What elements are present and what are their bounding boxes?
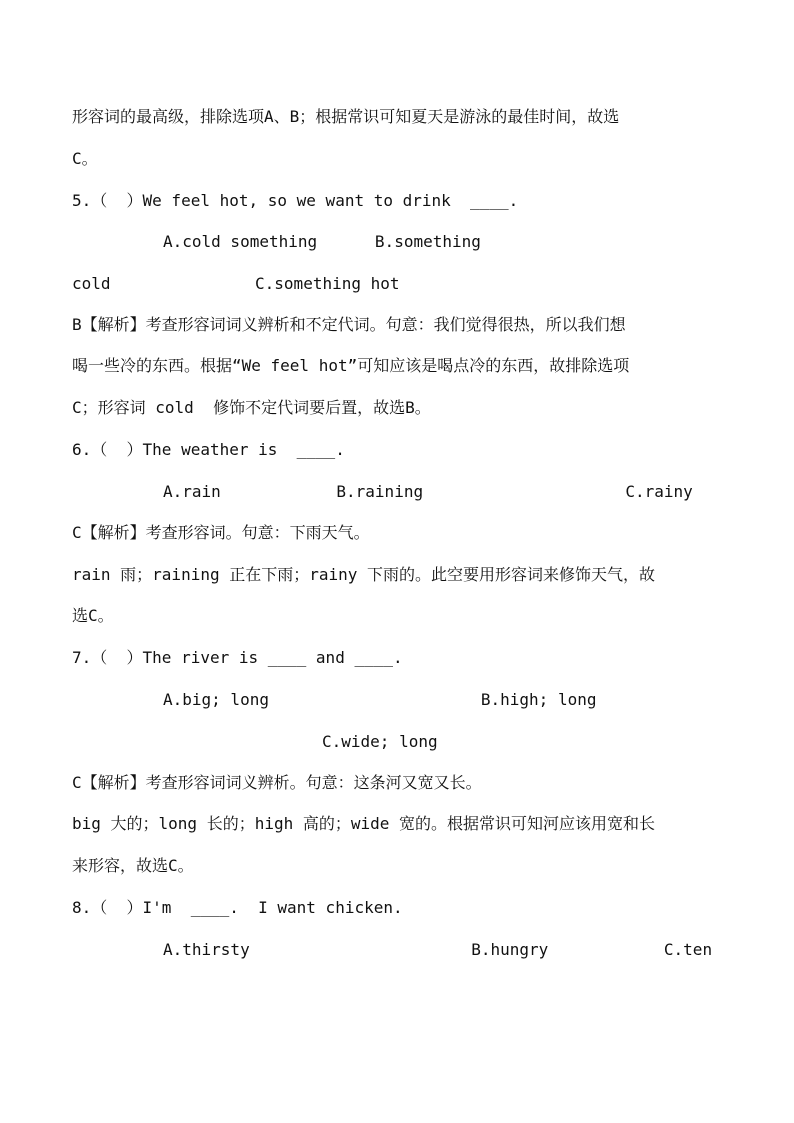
question-7: 7.（ ）The river is ____ and ____. — [72, 648, 403, 667]
analysis-q6-line3: 选C。 — [72, 606, 114, 625]
analysis-q7-line2: big 大的；long 长的；high 高的；wide 宽的。根据常识可知河应该用宽和长 — [72, 814, 656, 833]
analysis-q7-line1: C【解析】考查形容词词义辨析。句意：这条河又宽又长。 — [72, 773, 482, 792]
question-7-option-c: C.wide; long — [322, 732, 438, 751]
question-5-options-ab: A.cold something B.something — [163, 232, 481, 251]
analysis-q6-line2: rain 雨；raining 正在下雨；rainy 下雨的。此空要用形容词来修饰天气，故 — [72, 565, 656, 584]
question-6-options: A.rain B.raining C.rainy — [163, 482, 693, 501]
question-6: 6.（ ）The weather is ____. — [72, 440, 345, 459]
analysis-q5-line1: B【解析】考查形容词词义辨析和不定代词。句意：我们觉得很热，所以我们想 — [72, 315, 626, 334]
analysis-q7-line3: 来形容，故选C。 — [72, 856, 194, 875]
question-7-options-ab: A.big; long B.high; long — [163, 690, 597, 709]
analysis-q5-line3: C；形容词 cold 修饰不定代词要后置，故选B。 — [72, 398, 431, 417]
analysis-q4-answer-end: C。 — [72, 149, 98, 168]
question-5: 5.（ ）We feel hot, so we want to drink ____. — [72, 191, 519, 210]
question-5-options-bc: cold C.something hot — [72, 274, 400, 293]
question-8-options: A.thirsty B.hungry C.ten — [163, 940, 713, 959]
question-8: 8.（ ）I'm ____. I want chicken. — [72, 898, 403, 917]
analysis-q5-line2: 喝一些冷的东西。根据“We feel hot”可知应该是喝点冷的东西，故排除选项 — [72, 356, 630, 375]
analysis-q4-continued: 形容词的最高级，排除选项A、B；根据常识可知夏天是游泳的最佳时间，故选 — [72, 107, 620, 126]
analysis-q6-line1: C【解析】考查形容词。句意：下雨天气。 — [72, 523, 370, 542]
